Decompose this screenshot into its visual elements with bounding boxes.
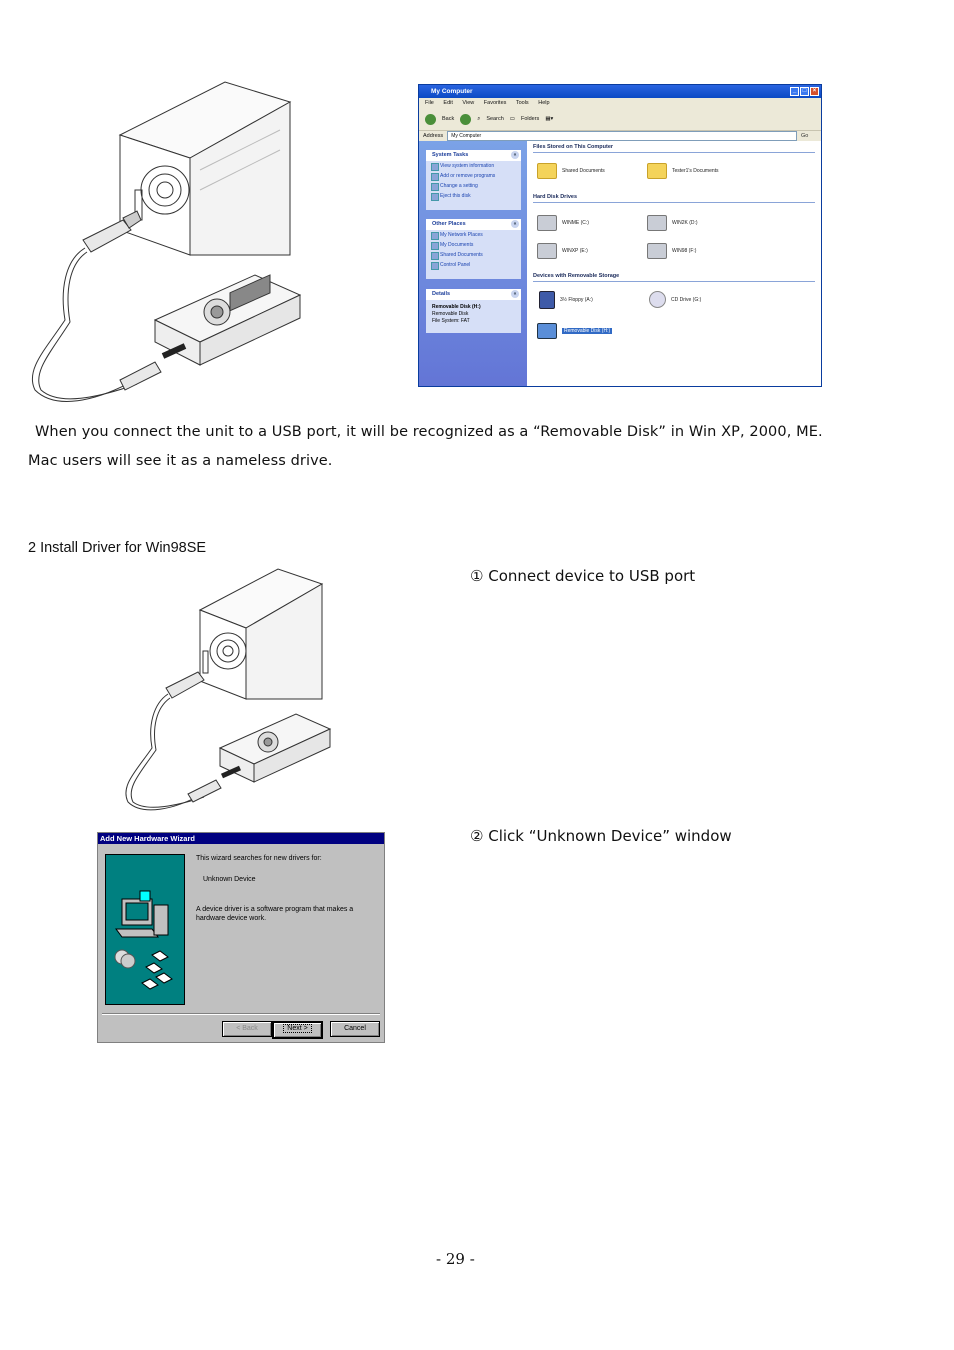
removable-disk-item[interactable] bbox=[537, 323, 612, 339]
folder-icon bbox=[537, 163, 557, 179]
details-name: Removable Disk (H:) bbox=[432, 304, 481, 310]
cancel-button[interactable]: Cancel bbox=[330, 1021, 380, 1037]
wizard-desc-1: A device driver is a software program that makes a bbox=[196, 906, 354, 913]
intro-line-2: Mac users will see it as a nameless drive. bbox=[28, 453, 333, 469]
tester-documents-item[interactable] bbox=[647, 163, 719, 179]
folders-icon: ▭ bbox=[509, 116, 515, 122]
views-icon[interactable]: ▦▾ bbox=[545, 116, 554, 122]
task-change-setting[interactable]: Change a setting bbox=[426, 181, 521, 191]
toolbar bbox=[419, 108, 821, 131]
step-1-text: ① Connect device to USB port bbox=[470, 567, 696, 585]
item-label: CD Drive (G:) bbox=[671, 296, 702, 303]
back-button[interactable]: < Back bbox=[222, 1021, 272, 1037]
next-button[interactable] bbox=[272, 1021, 323, 1039]
place-control-panel[interactable]: Control Panel bbox=[426, 260, 521, 270]
menu-view[interactable]: View bbox=[462, 100, 475, 106]
removable-disk-icon bbox=[537, 323, 557, 339]
address-bar bbox=[419, 131, 821, 141]
drive-f-item[interactable] bbox=[647, 243, 696, 259]
item-label: Removable Disk (H:) bbox=[564, 328, 611, 334]
menu-bar bbox=[419, 98, 821, 108]
system-tasks-header: System Tasks bbox=[432, 152, 469, 158]
page-number: - 29 - bbox=[436, 1250, 475, 1268]
window-title: My Computer bbox=[431, 88, 473, 95]
add-new-hardware-wizard bbox=[97, 832, 385, 1043]
content-pane bbox=[527, 141, 821, 386]
item-label: WIN98 (F:) bbox=[672, 248, 697, 254]
intro-line-1: When you connect the unit to a USB port, it will be recognized as a “Removable Disk” in Win XP, 2000, ME. bbox=[35, 424, 823, 440]
other-places-panel bbox=[426, 219, 521, 279]
item-label: WINME (C:) bbox=[562, 220, 589, 226]
collapse-icon[interactable]: « bbox=[511, 290, 519, 298]
computer-icon bbox=[106, 855, 184, 1004]
group-removable: Devices with Removable Storage bbox=[533, 272, 815, 282]
item-label: Tester1's Documents bbox=[672, 168, 719, 174]
menu-edit[interactable]: Edit bbox=[443, 100, 453, 106]
search-icon: ⌕ bbox=[477, 116, 481, 122]
shared-documents-item[interactable] bbox=[537, 163, 605, 179]
usb-connection-illustration-step1 bbox=[118, 566, 363, 818]
task-add-remove-programs[interactable]: Add or remove programs bbox=[426, 171, 521, 181]
maximize-icon[interactable]: □ bbox=[800, 87, 809, 96]
system-tasks-panel bbox=[426, 150, 521, 210]
menu-file[interactable]: File bbox=[425, 100, 434, 106]
back-button[interactable]: Back bbox=[442, 116, 455, 122]
details-panel bbox=[426, 289, 521, 333]
details-filesystem: File System: FAT bbox=[432, 318, 470, 324]
hard-drive-icon bbox=[537, 215, 557, 231]
drive-d-item[interactable] bbox=[647, 215, 698, 231]
cd-drive-item[interactable] bbox=[649, 291, 701, 308]
hard-drive-icon bbox=[647, 243, 667, 259]
item-label: WINXP (E:) bbox=[562, 248, 588, 254]
other-places-header: Other Places bbox=[432, 221, 466, 227]
group-files: Files Stored on This Computer bbox=[533, 143, 815, 153]
drive-e-item[interactable] bbox=[537, 243, 588, 259]
collapse-icon[interactable]: « bbox=[511, 151, 519, 159]
hard-drive-icon bbox=[537, 243, 557, 259]
details-type: Removable Disk bbox=[432, 311, 469, 317]
menu-favorites[interactable]: Favorites bbox=[483, 100, 507, 106]
wizard-separator bbox=[102, 1013, 380, 1015]
hard-drive-icon bbox=[647, 215, 667, 231]
cd-icon bbox=[649, 291, 666, 308]
floppy-item[interactable] bbox=[539, 291, 593, 309]
group-hard-disk: Hard Disk Drives bbox=[533, 193, 815, 203]
place-my-network[interactable]: My Network Places bbox=[426, 230, 521, 240]
back-arrow-icon[interactable] bbox=[425, 114, 436, 125]
search-button[interactable]: Search bbox=[486, 116, 504, 122]
item-label: 3½ Floppy (A:) bbox=[560, 297, 593, 303]
next-button-label: Next > bbox=[284, 1025, 310, 1032]
menu-help[interactable]: Help bbox=[538, 100, 550, 106]
folder-icon bbox=[647, 163, 667, 179]
wizard-title: Add New Hardware Wizard bbox=[98, 833, 384, 844]
wizard-side-image bbox=[105, 854, 185, 1005]
wizard-line-1: This wizard searches for new drivers for: bbox=[196, 855, 322, 862]
menu-tools[interactable]: Tools bbox=[515, 100, 529, 106]
drive-c-item[interactable] bbox=[537, 215, 589, 231]
go-button[interactable]: Go bbox=[801, 133, 809, 139]
window-title-bar bbox=[419, 85, 821, 98]
details-header: Details bbox=[432, 291, 451, 297]
task-pane bbox=[419, 141, 527, 386]
wizard-device-name: Unknown Device bbox=[203, 876, 256, 883]
section-heading: 2 Install Driver for Win98SE bbox=[28, 540, 207, 556]
wizard-desc-2: hardware device work. bbox=[196, 915, 267, 922]
minimize-icon[interactable]: _ bbox=[790, 87, 799, 96]
step-2-text: ② Click “Unknown Device” window bbox=[470, 827, 732, 845]
address-label: Address bbox=[423, 133, 444, 139]
collapse-icon[interactable]: « bbox=[511, 220, 519, 228]
item-label: Shared Documents bbox=[562, 168, 605, 174]
close-icon[interactable]: × bbox=[810, 87, 819, 96]
forward-arrow-icon[interactable] bbox=[460, 114, 471, 125]
task-eject-disk[interactable]: Eject this disk bbox=[426, 191, 521, 201]
place-shared-documents[interactable]: Shared Documents bbox=[426, 250, 521, 260]
my-computer-window bbox=[418, 84, 822, 387]
place-my-documents[interactable]: My Documents bbox=[426, 240, 521, 250]
floppy-icon bbox=[539, 291, 555, 309]
folders-button[interactable]: Folders bbox=[520, 116, 540, 122]
address-input[interactable]: My Computer bbox=[447, 131, 797, 141]
task-view-system-info[interactable]: View system information bbox=[426, 161, 521, 171]
item-label: WIN2K (D:) bbox=[672, 220, 698, 226]
usb-connection-illustration-top bbox=[25, 80, 343, 410]
